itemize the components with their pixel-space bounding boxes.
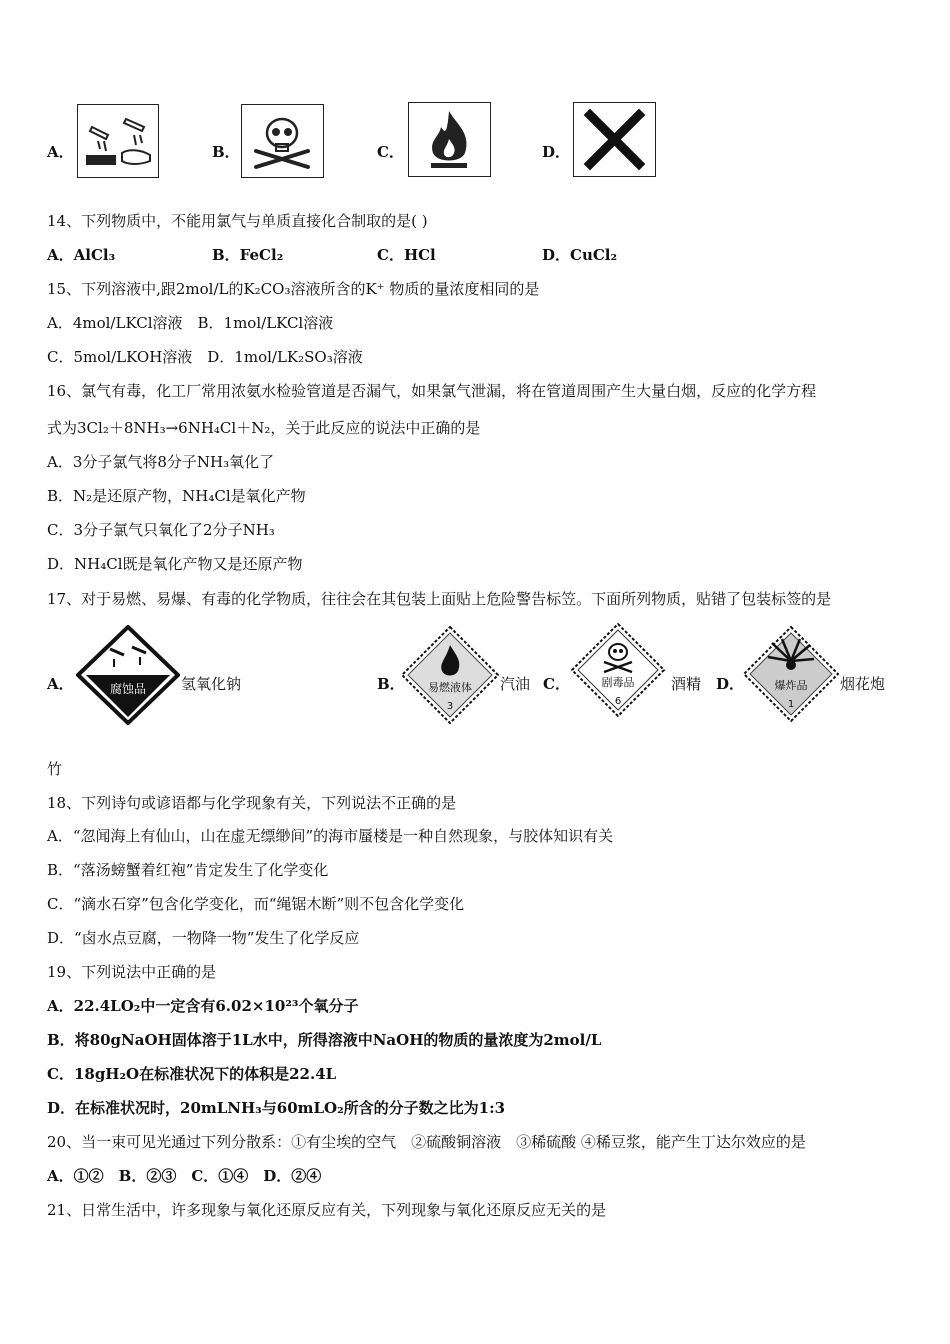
- q19-option-a: A．22.4LO₂中一定含有6.02×10²³个氧分子: [47, 997, 359, 1015]
- q14-option-c: C．HCl: [377, 246, 436, 264]
- q17-option-d-label: D．: [716, 675, 745, 693]
- q17-c-sign-number: 6: [614, 696, 622, 707]
- q18-stem: 18、下列诗句或谚语都与化学现象有关，下列说法不正确的是: [47, 794, 457, 812]
- q13-option-b-label: B．: [212, 143, 240, 161]
- harmful-x-icon: [573, 102, 656, 177]
- q16-option-d: D．NH₄Cl既是氧化产物又是还原产物: [47, 555, 303, 573]
- q17-d-sign-text: 爆炸品: [774, 679, 808, 692]
- q17-option-b-text: 汽油: [500, 675, 531, 693]
- q16-stem-line1: 16、氯气有毒，化工厂常用浓氨水检验管道是否漏气，如果氯气泄漏，将在管道周围产生大量白烟，反应的化学方程: [47, 382, 817, 400]
- q19-option-d: D．在标准状况时，20mLNH₃与60mLO₂所含的分子数之比为1:3: [47, 1099, 506, 1117]
- q19-option-b: B．将80gNaOH固体溶于1L水中，所得溶液中NaOH的物质的量浓度为2mol/L: [47, 1031, 602, 1049]
- q14-option-b: B．FeCl₂: [212, 246, 284, 264]
- q14-option-d: D．CuCl₂: [542, 246, 618, 264]
- q15-options-ab: A．4mol/LKCl溶液 B．1mol/LKCl溶液: [47, 314, 334, 332]
- q17-option-c-text: 酒精: [671, 675, 702, 693]
- q18-option-d: D．“卤水点豆腐，一物降一物”发生了化学反应: [47, 929, 360, 947]
- q13-option-c-label: C．: [377, 143, 404, 161]
- q20-stem: 20、当一束可见光通过下列分散系：①有尘埃的空气 ②硫酸铜溶液 ③稀硫酸 ④稀豆浆，能产生丁达尔效应的是: [47, 1133, 806, 1151]
- q19-stem: 19、下列说法中正确的是: [47, 963, 217, 981]
- toxic-diamond-sign: [570, 622, 666, 718]
- flammable-liquid-diamond-sign: [400, 625, 500, 725]
- q17-option-d-text: 烟花炮: [840, 675, 886, 693]
- q17-c-sign-text: 剧毒品: [601, 676, 635, 689]
- corrosive-icon: [77, 104, 159, 178]
- q18-option-a: A．“忽闻海上有仙山，山在虚无缥缈间”的海市蜃楼是一种自然现象，与胶体知识有关: [47, 827, 614, 845]
- q13-option-d-label: D．: [542, 143, 571, 161]
- q17-option-d-wrap: 竹: [47, 760, 63, 778]
- q19-option-c: C．18gH₂O在标准状况下的体积是22.4L: [47, 1065, 337, 1083]
- q17-b-sign-number: 3: [446, 701, 454, 712]
- q16-option-a: A．3分子氯气将8分子NH₃氧化了: [47, 453, 275, 471]
- q15-options-cd: C．5mol/LKOH溶液 D．1mol/LK₂SO₃溶液: [47, 348, 363, 366]
- q17-a-sign-text: 腐蚀品: [109, 682, 147, 696]
- q18-option-b: B．“落汤螃蟹着红袍”肯定发生了化学变化: [47, 861, 329, 879]
- q17-option-c-label: C．: [543, 675, 570, 693]
- toxic-skull-icon: [241, 104, 324, 178]
- explosive-diamond-sign: [742, 625, 840, 723]
- q21-stem: 21、日常生活中，许多现象与氧化还原反应有关，下列现象与氧化还原反应无关的是: [47, 1201, 607, 1219]
- q18-option-c: C．“滴水石穿”包含化学变化，而“绳锯木断”则不包含化学变化: [47, 895, 465, 913]
- q14-option-a: A．AlCl₃: [47, 246, 116, 264]
- flammable-flame-icon: [408, 102, 491, 177]
- q17-stem: 17、对于易燃、易爆、有毒的化学物质，往往会在其包装上面贴上危险警告标笠。下面所列物质，贴错了包装标签的是: [47, 590, 832, 608]
- q15-stem: 15、下列溶液中,跟2mol/L的K₂CO₃溶液所含的K⁺ 物质的量浓度相同的是: [47, 280, 540, 298]
- q17-d-sign-number: 1: [787, 699, 795, 710]
- q14-stem: 14、下列物质中，不能用氯气与单质直接化合制取的是( ): [47, 212, 428, 230]
- corrosive-diamond-sign: [76, 625, 180, 725]
- q17-option-a-text: 氢氧化钠: [181, 675, 242, 693]
- q16-option-c: C．3分子氯气只氧化了2分子NH₃: [47, 521, 275, 539]
- q16-stem-line2: 式为3Cl₂＋8NH₃→6NH₄Cl＋N₂，关于此反应的说法中正确的是: [47, 419, 481, 437]
- q20-options: A．①② B．②③ C．①④ D．②④: [47, 1167, 322, 1185]
- q17-b-sign-text: 易燃液体: [428, 681, 472, 694]
- q17-option-a-label: A．: [47, 675, 74, 693]
- q16-option-b: B．N₂是还原产物，NH₄Cl是氧化产物: [47, 487, 306, 505]
- q13-option-a-label: A．: [47, 143, 74, 161]
- q17-option-b-label: B．: [377, 675, 405, 693]
